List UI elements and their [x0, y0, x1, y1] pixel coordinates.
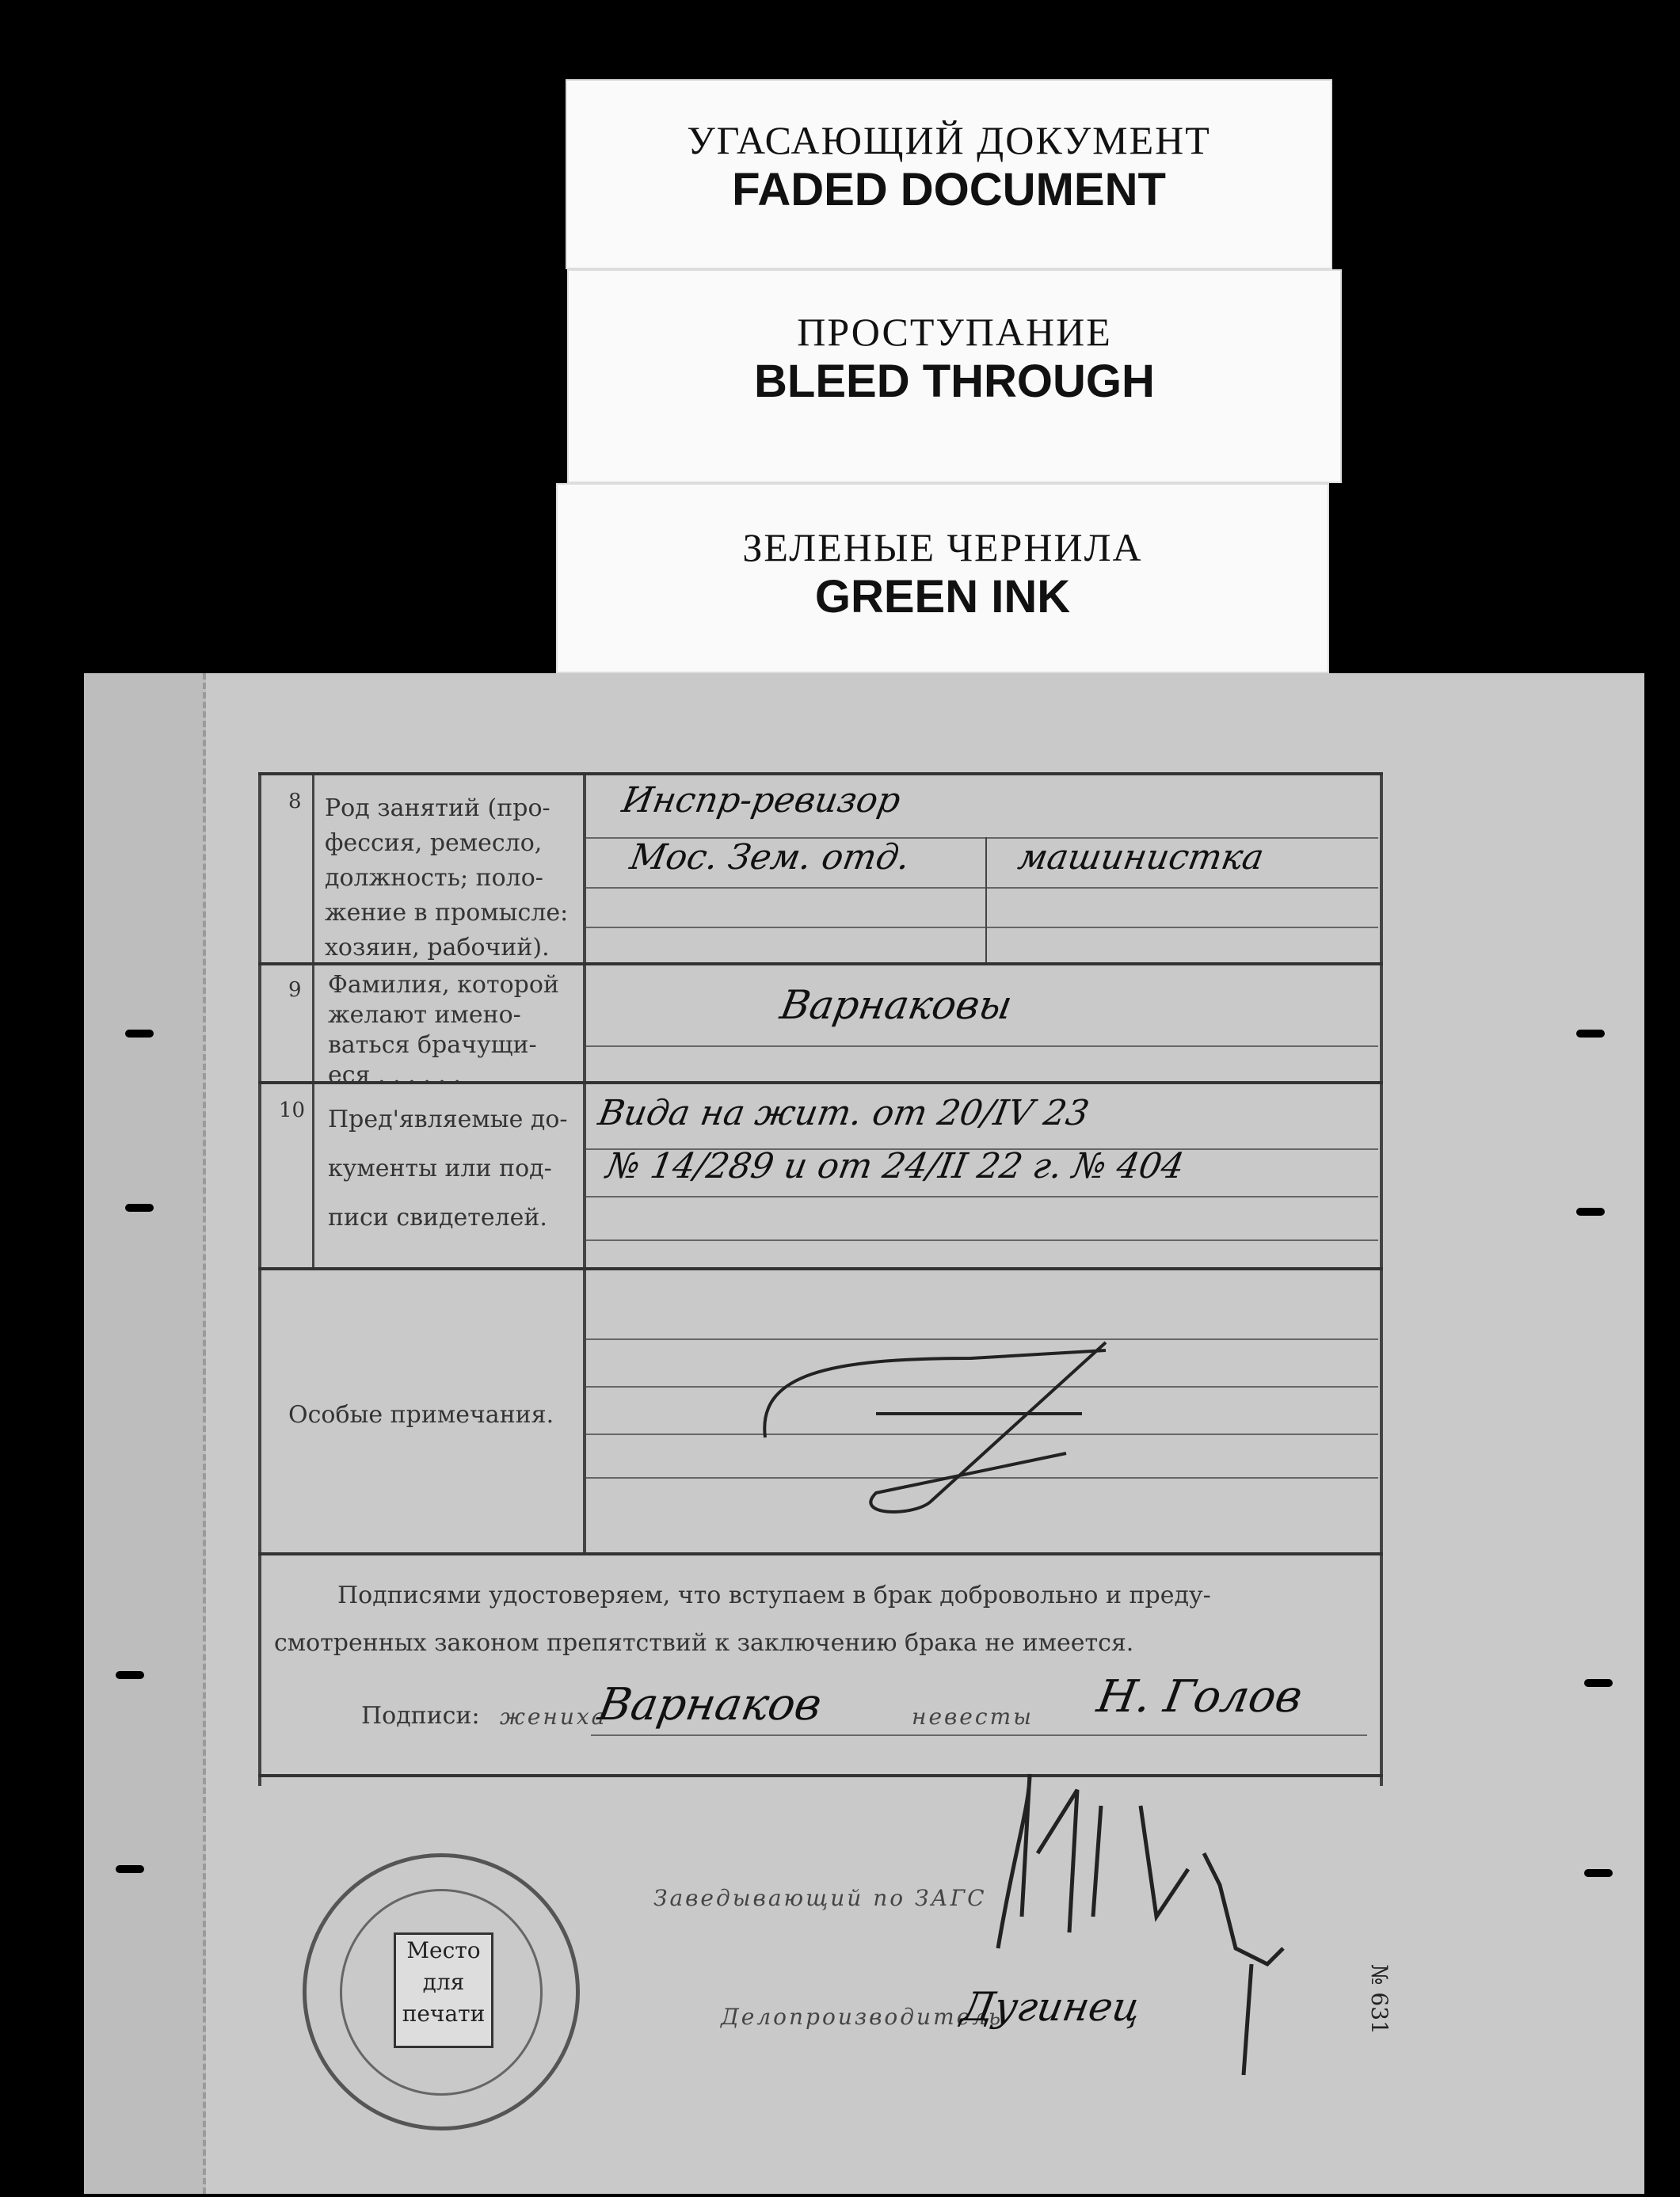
label-line: Фамилия, которой	[328, 971, 559, 999]
label-line: ваться брачущи-	[328, 1031, 537, 1059]
punch-hole	[116, 1865, 144, 1873]
declaration-text	[274, 1572, 1367, 1667]
row-label	[328, 970, 559, 1091]
clerk-label: Делопроизводитель	[721, 2004, 1004, 2030]
entry-line	[586, 1239, 1378, 1241]
bleed-through-en: BLEED THROUGH	[754, 356, 1155, 407]
row-surname	[258, 962, 1383, 965]
punch-hole	[125, 1030, 154, 1038]
remarks-strikeout-mark	[733, 1327, 1177, 1517]
entry-divider	[985, 837, 987, 964]
label-column-border	[583, 772, 586, 1552]
green-ink-ru: ЗЕЛЕНЫЕ ЧЕРНИЛА	[742, 525, 1143, 569]
groom-signature: Варнаков	[594, 1679, 826, 1731]
label-line: Род занятий (про-	[325, 794, 550, 822]
punch-hole	[1576, 1030, 1605, 1038]
punch-hole	[116, 1671, 144, 1679]
stamp-place-line: для	[422, 1969, 465, 1995]
stamp-place-line: печати	[402, 2001, 486, 2027]
stamp-place-line: Место	[406, 1937, 481, 1963]
label-line: кументы или под-	[328, 1155, 552, 1182]
bleed-through-ru: ПРОСТУПАНИЕ	[797, 310, 1112, 354]
row-label	[328, 1095, 568, 1243]
groom-label: жениха	[500, 1704, 608, 1730]
row-declaration	[258, 1552, 1383, 1555]
label-line: еся . . . . . .	[328, 1061, 461, 1089]
green-ink-en: GREEN INK	[814, 571, 1071, 623]
label-line: желают имено-	[328, 1001, 521, 1029]
punch-hole	[1584, 1869, 1613, 1877]
bride-signature: Н. Голов	[1093, 1671, 1306, 1723]
handwritten-documents-2: № 14/289 и от 24/II 22 г. № 404	[603, 1146, 1187, 1186]
handwritten-occupation-2: Мос. Зем. отд.	[627, 837, 913, 878]
handwritten-documents-1: Вида на жит. от 20/IV 23	[595, 1093, 1092, 1133]
row-number: 9	[288, 978, 302, 1002]
bride-label: невесты	[912, 1704, 1034, 1730]
row-number: 10	[279, 1098, 306, 1122]
signatures-label: Подписи:	[361, 1702, 480, 1730]
binding-strip	[84, 673, 206, 2194]
punch-hole	[1576, 1208, 1605, 1216]
official-stamp	[303, 1853, 580, 2130]
handwritten-occupation-1: Инспр-ревизор	[619, 780, 904, 821]
entry-line	[586, 1045, 1378, 1047]
number-column-border	[312, 772, 314, 1267]
row-documents	[258, 1081, 1383, 1084]
entry-line	[586, 927, 1378, 928]
entry-line	[586, 1196, 1378, 1197]
punch-hole	[1584, 1679, 1613, 1687]
green-ink-card	[556, 483, 1329, 673]
label-line: фессия, ремесло,	[325, 829, 543, 857]
punch-hole	[125, 1204, 154, 1212]
label-line: жение в промысле:	[325, 899, 569, 927]
row-number: 8	[288, 790, 302, 813]
stamp-place-box	[394, 1932, 493, 2048]
row-occupation	[258, 772, 1383, 775]
row-label	[325, 791, 568, 965]
bleed-through-card	[567, 269, 1342, 483]
declaration-line: Подписями удостоверяем, что вступаем в брак добровольно и преду-	[337, 1582, 1211, 1609]
handwritten-surname: Варнаковы	[776, 982, 1016, 1028]
form-left-border	[258, 772, 261, 1786]
label-line: хозяин, рабочий).	[325, 934, 550, 961]
label-line: Пред'являемые до-	[328, 1106, 568, 1133]
faded-document-en: FADED DOCUMENT	[732, 164, 1166, 215]
declaration-line: смотренных законом препятствий к заключению брака не имеется.	[274, 1629, 1134, 1657]
label-line: должность; поло-	[325, 864, 543, 892]
faded-document-ru: УГАСАЮЩИЙ ДОКУМЕНТ	[687, 118, 1211, 162]
faded-document-card	[566, 79, 1332, 269]
remarks-label: Особые примечания.	[288, 1401, 554, 1429]
signature-line	[591, 1734, 1367, 1736]
head-label: Заведывающий по ЗАГС	[653, 1885, 987, 1911]
head-signature-mark	[982, 1758, 1315, 2091]
form-right-border	[1380, 772, 1383, 1786]
clerk-signature: Дугинец	[958, 1984, 1145, 2030]
entry-line	[586, 887, 1378, 889]
label-line: писи свидетелей.	[328, 1204, 547, 1232]
handwritten-occupation-3: машинистка	[1015, 837, 1267, 878]
document-number: № 631	[1366, 1964, 1392, 2035]
row-remarks	[258, 1267, 1383, 1270]
